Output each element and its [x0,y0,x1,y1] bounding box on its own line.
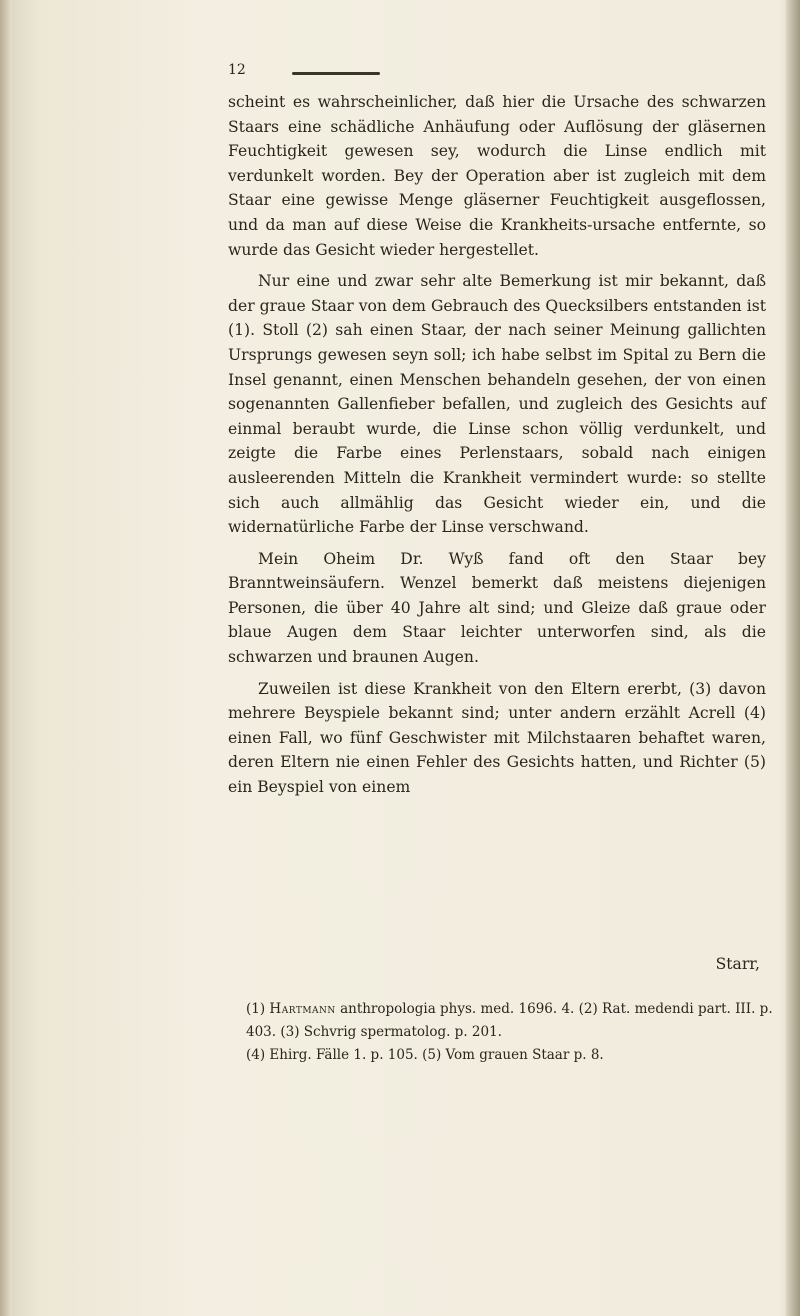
book-binding-edge [0,0,12,1316]
footnote-line-1 [246,998,776,1044]
footnote-line-2 [246,1044,776,1067]
footnote-author: Hartmann [269,1001,336,1017]
body-text [228,90,766,807]
paragraph-1: scheint es wahrscheinlicher, daß hier die Ursache des schwarzen Staars eine schädliche Anhäufung oder Auflösung der gläsernen Feuchtigkeit gewesen sey, wodurch die Linse endlich mit verdunkelt worden. Bey der Operation aber ist zugleich mit dem Staar eine gewisse Menge gläserner Feuchtigkeit ausgeflossen, und da man auf diese Weise die Krankheits-ursache entfernte, so wurde das Gesicht wieder hergestellet. [228,93,766,259]
footnote-text: Ehirg. Fälle 1. p. 105. (5) Vom grauen Staar p. 8. [269,1047,604,1063]
footnotes [246,998,776,1067]
page-right-edge [786,0,800,1316]
footnote-lead: (1) [246,1001,270,1017]
paragraph-4: Zuweilen ist diese Krankheit von den Eltern ererbt, (3) davon mehrere Beyspiele bekannt sind; unter andern erzählt Acrell (4) einen Fall, wo fünf Geschwister mit Milchstaaren behaftet waren, deren Eltern nie einen Fehler des Gesichts hatten, und Richter (5) ein Beyspiel von einem [228,679,766,797]
footnote-lead: (4) [246,1047,270,1063]
paragraph-3: Mein Oheim Dr. Wyß fand oft den Staar bey Branntweinsäufern. Wenzel bemerkt daß meistens diejenigen Personen, die über 40 Jahre alt sind; und Gleize daß graue oder blaue Augen dem Staar leichter unterworfen sind, als die schwarzen und braunen Augen. [228,549,766,667]
page-number: 12 [228,62,246,78]
paragraph-2: Nur eine und zwar sehr alte Bemerkung ist mir bekannt, daß der graue Staar von dem Gebrauch des Quecksilbers entstanden ist (1). Stoll (2) sah einen Staar, der nach seiner Meinung gallichten Ursprungs gewesen seyn soll; ich habe selbst im Spital zu Bern die Insel genannt, einen Menschen behandeln gesehen, der von einen sogenannten Gallenfieber befallen, und zugleich des Gesichts auf einmal beraubt wurde, die Linse schon völlig verdunkelt, und zeigte die Farbe eines Perlenstaars, sobald nach einigen ausleerenden Mitteln die Krankheit vermindert wurde: so stellte sich auch allmählig das Gesicht wieder ein, und die widernatürliche Farbe der Linse verschwand. [228,272,766,537]
footnote-text: anthropologia phys. med. 1696. 4. (2) Rat. medendi part. III. p. 403. (3) Schvrig spermatolog. p. 201. [246,1001,773,1040]
catchword: Starr, [715,955,760,973]
header-ornament-rule [292,72,380,75]
